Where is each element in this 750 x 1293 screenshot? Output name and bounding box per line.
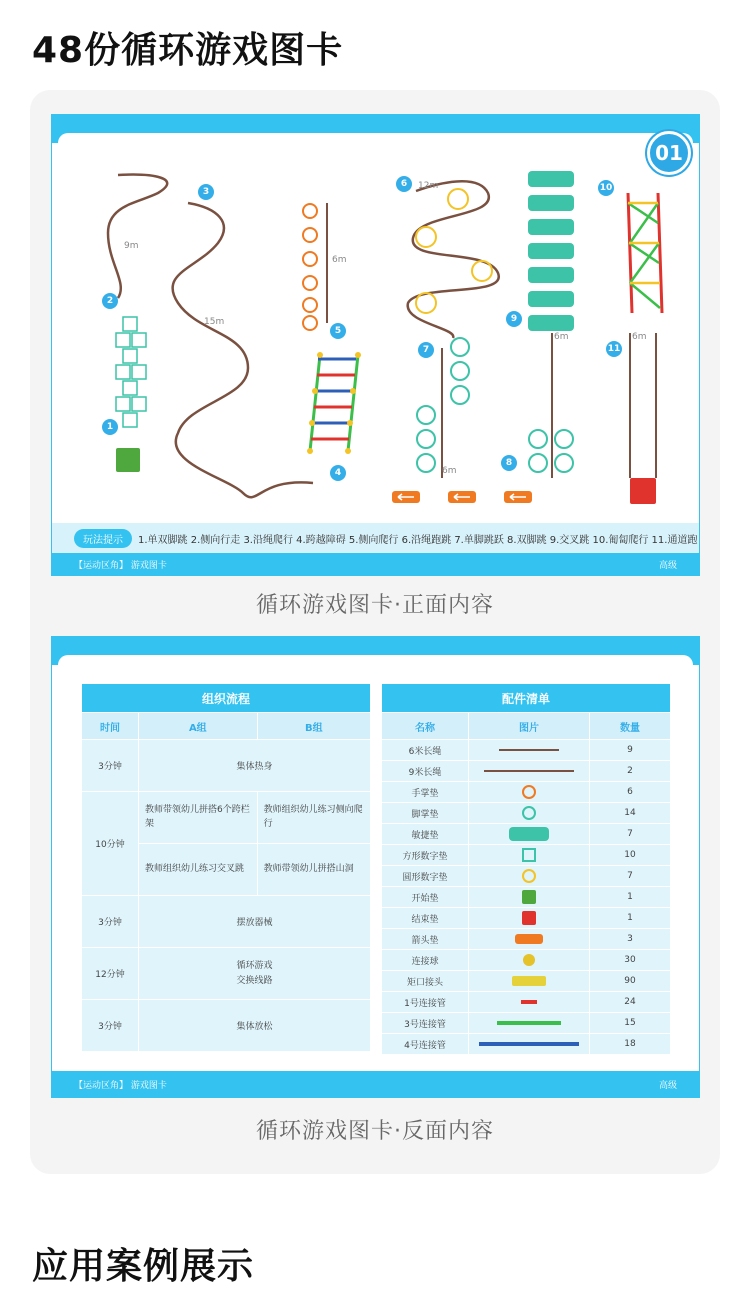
rope-short-icon (469, 740, 589, 760)
start-pad (116, 448, 140, 472)
flow-activity-line: 交换线路 (236, 975, 273, 986)
flow-time: 12分钟 (82, 948, 138, 999)
footer-level: 高级 (658, 1080, 677, 1091)
parts-row (382, 782, 670, 802)
station-3-marker: 3 (198, 184, 214, 200)
part-name: 方形数字垫 (382, 845, 468, 865)
flow-activity-b: 教师组织幼儿练习侧向爬行 (258, 792, 370, 843)
part-qty: 30 (590, 950, 670, 970)
part-qty: 15 (590, 1013, 670, 1033)
parts-row (382, 803, 670, 823)
part-qty: 7 (590, 866, 670, 886)
foot-pad-icon (469, 803, 589, 823)
part-qty: 1 (590, 908, 670, 928)
tube-4-icon (469, 1034, 589, 1054)
part-name: 矩口接头 (382, 971, 468, 991)
part-qty: 7 (590, 824, 670, 844)
parts-row (382, 761, 670, 781)
flow-activity (139, 948, 370, 999)
parts-col-image: 图片 (469, 713, 589, 739)
parts-row (382, 824, 670, 844)
card-footer (52, 553, 699, 575)
part-name: 圆形数字垫 (382, 866, 468, 886)
start-pad-icon (469, 887, 589, 907)
flow-activity: 集体热身 (139, 740, 370, 791)
connector-ball-icon (469, 950, 589, 970)
flow-activity-line: 循环游戏 (236, 961, 273, 972)
flow-col-b: B组 (258, 713, 370, 739)
part-qty: 9 (590, 740, 670, 760)
flow-table (81, 683, 371, 1052)
back-card (51, 636, 700, 1098)
station-11-marker: 11 (606, 341, 622, 357)
part-name: 6米长绳 (382, 740, 468, 760)
parts-row (382, 845, 670, 865)
station-2-marker: 2 (102, 293, 118, 309)
station-8-marker: 8 (501, 455, 517, 471)
round-number-pad-icon (469, 866, 589, 886)
tips-label: 玩法提示 (74, 529, 132, 548)
flow-table-title: 组织流程 (82, 684, 370, 712)
agility-pad-icon (469, 824, 589, 844)
station-1-marker: 1 (102, 419, 118, 435)
part-name: 4号连接管 (382, 1034, 468, 1054)
part-qty: 3 (590, 929, 670, 949)
rope-12m (408, 181, 499, 338)
part-name: 9米长绳 (382, 761, 468, 781)
tube-1-icon (469, 992, 589, 1012)
tube-3-icon (469, 1013, 589, 1033)
connector-joint-icon (469, 971, 589, 991)
flow-time: 10分钟 (82, 792, 138, 895)
part-name: 开始垫 (382, 887, 468, 907)
front-caption: 循环游戏图卡·正面内容 (256, 593, 494, 618)
hurdle-ladder (307, 352, 361, 454)
course-map (58, 133, 698, 557)
part-name: 1号连接管 (382, 992, 468, 1012)
station-7-marker: 7 (418, 342, 434, 358)
part-qty: 24 (590, 992, 670, 1012)
parts-row (382, 992, 670, 1012)
crawl-tunnel (628, 193, 662, 313)
flow-activity: 摆放器械 (139, 896, 370, 947)
distance-label: 15m (204, 317, 225, 327)
flow-time: 3分钟 (82, 896, 138, 947)
station-10-marker: 10 (598, 180, 614, 196)
station-6-marker: 6 (396, 176, 412, 192)
part-name: 脚掌垫 (382, 803, 468, 823)
rope-9m (108, 175, 167, 298)
part-name: 3号连接管 (382, 1013, 468, 1033)
parts-row (382, 1013, 670, 1033)
rope-long-icon (469, 761, 589, 781)
part-qty: 6 (590, 782, 670, 802)
part-name: 敏捷垫 (382, 824, 468, 844)
part-name: 结束垫 (382, 908, 468, 928)
flow-time: 3分钟 (82, 740, 138, 791)
part-qty: 2 (590, 761, 670, 781)
station-5-marker: 5 (330, 323, 346, 339)
foot-pads (417, 338, 573, 472)
tips-text: 1.单双脚跳 2.侧向行走 3.沿绳爬行 4.跨越障碍 5.侧向爬行 6.沿绳跑跳 7.单脚跳跃 8.双脚跳 9.交叉跳 10.匍匐爬行 11.通道跑 (138, 534, 698, 546)
rope-15m (173, 203, 313, 497)
flow-time: 3分钟 (82, 1000, 138, 1051)
parts-col-name: 名称 (382, 713, 468, 739)
flow-activity-a: 教师带领幼儿拼搭6个跨栏架 (139, 792, 257, 843)
parts-row (382, 971, 670, 991)
parts-row (382, 1034, 670, 1054)
end-pad-icon (469, 908, 589, 928)
distance-label: 6m (442, 466, 457, 476)
arrow-pad-icon (469, 929, 589, 949)
parts-col-qty: 数量 (590, 713, 670, 739)
parts-row (382, 908, 670, 928)
back-caption: 循环游戏图卡·反面内容 (256, 1119, 494, 1144)
square-number-pad-icon (469, 845, 589, 865)
hand-pad-icon (469, 782, 589, 802)
card-field (58, 133, 693, 555)
part-name: 手掌垫 (382, 782, 468, 802)
part-name: 箭头垫 (382, 929, 468, 949)
footer-category: 【运动区角】 游戏图卡 (74, 560, 167, 571)
flow-activity-a: 教师组织幼儿练习交叉跳 (139, 844, 257, 895)
distance-label: 9m (124, 241, 139, 251)
distance-label: 6m (332, 255, 347, 265)
part-qty: 18 (590, 1034, 670, 1054)
parts-row (382, 929, 670, 949)
distance-label: 12m (418, 181, 439, 191)
parts-row (382, 950, 670, 970)
parts-row (382, 740, 670, 760)
parts-row (382, 866, 670, 886)
part-qty: 10 (590, 845, 670, 865)
parts-table-title: 配件清单 (382, 684, 670, 712)
distance-label: 6m (632, 332, 647, 342)
card-number-badge: 01 (647, 131, 691, 175)
card-footer (52, 1071, 699, 1097)
part-name: 连接球 (382, 950, 468, 970)
part-qty: 90 (590, 971, 670, 991)
parts-row (382, 887, 670, 907)
flow-col-a: A组 (139, 713, 257, 739)
hand-pads (303, 204, 317, 330)
section-title-cases: 应用案例展示 (32, 1246, 255, 1287)
station-4-marker: 4 (330, 465, 346, 481)
part-qty: 14 (590, 803, 670, 823)
front-card (51, 114, 700, 576)
footer-category: 【运动区角】 游戏图卡 (74, 1080, 167, 1091)
flow-activity-b: 教师带领幼儿拼搭山洞 (258, 844, 370, 895)
flow-activity: 集体放松 (139, 1000, 370, 1051)
parts-table (381, 683, 671, 1055)
arrow-pads (392, 491, 532, 503)
station-9-marker: 9 (506, 311, 522, 327)
tips-bar (52, 523, 699, 553)
distance-label: 6m (554, 332, 569, 342)
part-qty: 1 (590, 887, 670, 907)
end-pad (630, 478, 656, 504)
number-squares (116, 317, 146, 427)
section-title-cards: 48份循环游戏图卡 (32, 30, 344, 71)
flow-col-time: 时间 (82, 713, 138, 739)
agility-pads (528, 171, 574, 331)
footer-level: 高级 (658, 560, 677, 571)
